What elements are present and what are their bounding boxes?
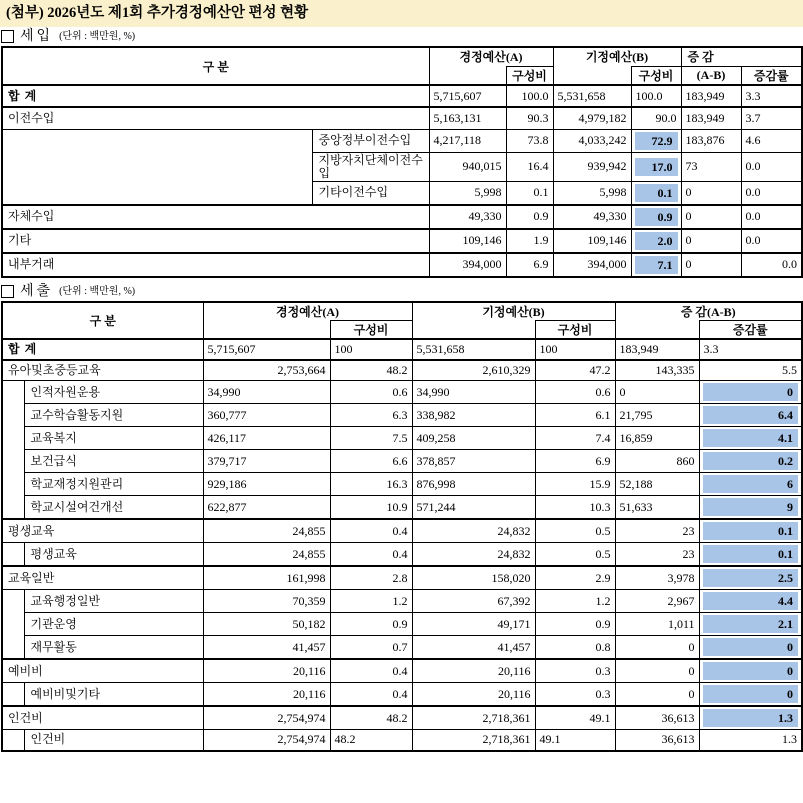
cell-change-rate	[699, 566, 802, 590]
cell-budget-b: 24,832	[412, 543, 535, 567]
row-label: 학교재정지원관리	[24, 473, 203, 496]
cell-budget-b: 876,998	[412, 473, 535, 496]
cell-budget-a: 4,217,118	[429, 129, 506, 152]
cell-ratio-a: 48.2	[330, 360, 412, 381]
highlight-bar: 0.1	[703, 522, 799, 540]
expenditure-section-label: 세출	[20, 283, 54, 299]
revenue-section-label: 세입	[20, 29, 54, 44]
cell-ratio-a: 0.7	[330, 636, 412, 660]
highlight-bar: 4.1	[703, 429, 799, 447]
cell-budget-b: 2,718,361	[412, 706, 535, 730]
cell-budget-b: 571,244	[412, 496, 535, 520]
cell-budget-b: 67,392	[412, 590, 535, 613]
highlight-bar: 2.5	[703, 569, 799, 587]
cell-change: 2,967	[615, 590, 699, 613]
highlight-bar: 72.9	[635, 132, 678, 150]
cell-change: 0	[681, 181, 741, 205]
cell-budget-a: 5,163,131	[429, 107, 506, 129]
cell-ratio-b: 49.1	[535, 706, 615, 730]
cell-change: 0	[681, 229, 741, 253]
table-row	[2, 706, 802, 730]
checkbox-square-icon	[1, 285, 14, 298]
highlight-bar: 1.3	[703, 709, 799, 727]
highlight-bar: 6	[703, 475, 799, 493]
cell-change-rate	[699, 543, 802, 567]
row-label: 기타	[2, 229, 429, 253]
cell-ratio-a: 6.9	[506, 253, 553, 277]
col-header-category: 구 분	[2, 302, 203, 339]
col-header-previous-budget: 기정예산(B)	[412, 302, 615, 321]
col-header-revised-budget: 경정예산(A)	[429, 47, 553, 66]
cell-ratio-a: 2.8	[330, 566, 412, 590]
table-row	[2, 253, 802, 277]
table-row	[2, 85, 802, 107]
cell-ratio-b: 1.2	[535, 590, 615, 613]
cell-budget-b: 2,610,329	[412, 360, 535, 381]
cell-ratio-b	[631, 152, 681, 181]
cell-ratio-b	[631, 253, 681, 277]
cell-budget-a: 24,855	[203, 543, 330, 567]
cell-budget-b: 378,857	[412, 450, 535, 473]
table-row	[2, 636, 802, 660]
cell-ratio-b: 0.3	[535, 683, 615, 707]
document-title: (첨부) 2026년도 제1회 추가경정예산안 편성 현황	[0, 0, 803, 27]
cell-ratio-a: 1.2	[330, 590, 412, 613]
cell-ratio-a: 90.3	[506, 107, 553, 129]
cell-budget-b: 20,116	[412, 659, 535, 683]
cell-ratio-b: 0.8	[535, 636, 615, 660]
cell-change: 1,011	[615, 613, 699, 636]
cell-change: 21,795	[615, 404, 699, 427]
row-label: 내부거래	[2, 253, 429, 277]
row-label: 교육행정일반	[24, 590, 203, 613]
cell-budget-b: 2,718,361	[412, 730, 535, 751]
row-label: 지방자치단체이전수입	[312, 152, 429, 181]
cell-budget-b: 338,982	[412, 404, 535, 427]
cell-change: 0	[615, 683, 699, 707]
cell-budget-b: 34,990	[412, 381, 535, 404]
empty-header-cell	[203, 320, 330, 339]
cell-ratio-b	[631, 181, 681, 205]
row-label: 중앙정부이전수입	[312, 129, 429, 152]
cell-budget-b: 109,146	[553, 229, 631, 253]
cell-budget-a: 20,116	[203, 683, 330, 707]
cell-budget-b: 409,258	[412, 427, 535, 450]
row-label: 기관운영	[24, 613, 203, 636]
cell-budget-a: 41,457	[203, 636, 330, 660]
cell-change: 73	[681, 152, 741, 181]
cell-budget-a: 2,754,974	[203, 706, 330, 730]
empty-header-cell	[615, 320, 699, 339]
row-label: 이전수입	[2, 107, 429, 129]
indent-cell	[2, 683, 24, 707]
cell-change-rate	[699, 519, 802, 543]
row-label: 인건비	[24, 730, 203, 751]
cell-budget-a: 109,146	[429, 229, 506, 253]
highlight-bar: 9	[703, 498, 799, 516]
highlight-bar: 0	[703, 383, 799, 401]
cell-ratio-a: 100	[330, 339, 412, 360]
indent-cell	[2, 730, 24, 751]
cell-ratio-a: 7.5	[330, 427, 412, 450]
cell-budget-b: 20,116	[412, 683, 535, 707]
highlight-bar: 2.1	[703, 615, 799, 633]
cell-budget-b: 5,998	[553, 181, 631, 205]
row-label: 인적자원운용	[24, 381, 203, 404]
col-header-change-rate: 증감률	[699, 320, 802, 339]
cell-budget-b: 49,330	[553, 205, 631, 229]
table-row	[2, 404, 802, 427]
cell-change-rate	[699, 683, 802, 707]
row-label: 인건비	[2, 706, 203, 730]
row-label: 보건급식	[24, 450, 203, 473]
highlight-bar: 7.1	[635, 256, 678, 274]
cell-ratio-b: 2.9	[535, 566, 615, 590]
cell-ratio-b	[631, 229, 681, 253]
row-label: 유아및초중등교육	[2, 360, 203, 381]
highlight-bar: 0	[703, 662, 799, 680]
cell-ratio-b: 49.1	[535, 730, 615, 751]
highlight-bar: 0.1	[703, 545, 799, 563]
cell-budget-a: 929,186	[203, 473, 330, 496]
col-header-ratio-b: 구성비	[535, 320, 615, 339]
table-row	[2, 205, 802, 229]
cell-ratio-a: 16.4	[506, 152, 553, 181]
cell-budget-b: 49,171	[412, 613, 535, 636]
cell-ratio-b: 15.9	[535, 473, 615, 496]
cell-ratio-b	[631, 129, 681, 152]
cell-budget-a: 426,117	[203, 427, 330, 450]
table-row	[2, 613, 802, 636]
cell-budget-a: 50,182	[203, 613, 330, 636]
revenue-unit-label: (단위 : 백만원, %)	[59, 31, 136, 42]
cell-budget-b: 394,000	[553, 253, 631, 277]
cell-ratio-a: 6.6	[330, 450, 412, 473]
table-row	[2, 683, 802, 707]
section-expenditure-header	[0, 282, 803, 301]
cell-ratio-a: 1.9	[506, 229, 553, 253]
cell-change: 0	[615, 381, 699, 404]
cell-change-rate: 0.0	[741, 253, 802, 277]
row-label: 예비비및기타	[24, 683, 203, 707]
cell-budget-a: 5,715,607	[429, 85, 506, 107]
cell-change: 143,335	[615, 360, 699, 381]
cell-ratio-b: 100	[535, 339, 615, 360]
cell-budget-b: 4,979,182	[553, 107, 631, 129]
cell-change: 860	[615, 450, 699, 473]
cell-change: 183,949	[681, 107, 741, 129]
cell-change-rate	[699, 659, 802, 683]
cell-change: 0	[615, 659, 699, 683]
cell-change-rate	[699, 404, 802, 427]
cell-budget-b: 4,033,242	[553, 129, 631, 152]
cell-ratio-a: 0.9	[330, 613, 412, 636]
expenditure-table	[1, 301, 803, 752]
cell-budget-a: 394,000	[429, 253, 506, 277]
cell-change-rate	[699, 706, 802, 730]
empty-header-cell	[553, 66, 631, 85]
cell-ratio-b: 0.6	[535, 381, 615, 404]
row-label: 자체수입	[2, 205, 429, 229]
cell-change: 16,859	[615, 427, 699, 450]
cell-ratio-b	[631, 205, 681, 229]
cell-ratio-b: 0.9	[535, 613, 615, 636]
cell-budget-a: 20,116	[203, 659, 330, 683]
cell-ratio-b: 100.0	[631, 85, 681, 107]
cell-change-rate: 3.3	[699, 339, 802, 360]
col-header-ratio-a: 구성비	[330, 320, 412, 339]
cell-budget-a: 2,753,664	[203, 360, 330, 381]
cell-ratio-b: 0.3	[535, 659, 615, 683]
highlight-bar: 0	[703, 685, 799, 703]
cell-change-rate: 0.0	[741, 229, 802, 253]
table-row	[2, 730, 802, 751]
table-row	[2, 229, 802, 253]
table-row	[2, 659, 802, 683]
cell-change: 52,188	[615, 473, 699, 496]
cell-budget-a: 5,715,607	[203, 339, 330, 360]
cell-ratio-b: 6.9	[535, 450, 615, 473]
cell-budget-b: 41,457	[412, 636, 535, 660]
highlight-bar: 2.0	[635, 232, 678, 250]
checkbox-square-icon	[1, 30, 14, 43]
indent-cell	[2, 129, 312, 205]
indent-cell	[2, 590, 24, 660]
cell-change: 0	[615, 636, 699, 660]
cell-ratio-a: 0.1	[506, 181, 553, 205]
cell-change-rate: 0.0	[741, 181, 802, 205]
cell-ratio-a: 48.2	[330, 706, 412, 730]
cell-change-rate: 0.0	[741, 205, 802, 229]
row-label: 교육일반	[2, 566, 203, 590]
cell-budget-b: 5,531,658	[412, 339, 535, 360]
col-header-change-rate: 증감률	[741, 66, 802, 85]
cell-change-rate	[699, 496, 802, 520]
cell-ratio-a: 100.0	[506, 85, 553, 107]
cell-budget-a: 34,990	[203, 381, 330, 404]
cell-ratio-a: 0.9	[506, 205, 553, 229]
cell-budget-a: 360,777	[203, 404, 330, 427]
cell-ratio-a: 0.4	[330, 683, 412, 707]
cell-change-rate	[699, 613, 802, 636]
cell-change: 23	[615, 519, 699, 543]
cell-change: 0	[681, 205, 741, 229]
row-label: 합 계	[2, 85, 429, 107]
table-row	[2, 360, 802, 381]
table-row	[2, 129, 802, 152]
table-row	[2, 519, 802, 543]
cell-ratio-a: 6.3	[330, 404, 412, 427]
expenditure-unit-label: (단위 : 백만원, %)	[59, 285, 136, 297]
row-label: 예비비	[2, 659, 203, 683]
col-header-change: 증 감	[681, 47, 802, 66]
cell-change-rate	[699, 590, 802, 613]
row-label: 합 계	[2, 339, 203, 360]
row-label: 교육복지	[24, 427, 203, 450]
row-label: 학교시설여건개선	[24, 496, 203, 520]
cell-ratio-b: 6.1	[535, 404, 615, 427]
indent-cell	[2, 543, 24, 567]
cell-change: 3,978	[615, 566, 699, 590]
empty-header-cell	[429, 66, 506, 85]
table-row	[2, 381, 802, 404]
cell-budget-a: 24,855	[203, 519, 330, 543]
cell-change-rate: 0.0	[741, 152, 802, 181]
cell-budget-b: 24,832	[412, 519, 535, 543]
cell-ratio-a: 0.4	[330, 543, 412, 567]
col-header-category: 구 분	[2, 47, 429, 85]
cell-change-rate: 5.5	[699, 360, 802, 381]
row-label: 재무활동	[24, 636, 203, 660]
cell-ratio-a: 73.8	[506, 129, 553, 152]
table-row	[2, 107, 802, 129]
highlight-bar: 4.4	[703, 592, 799, 610]
empty-header-cell	[412, 320, 535, 339]
row-label: 평생교육	[24, 543, 203, 567]
cell-change-rate	[699, 636, 802, 660]
section-revenue-header	[0, 27, 803, 46]
table-row	[2, 473, 802, 496]
cell-ratio-b: 90.0	[631, 107, 681, 129]
table-row	[2, 427, 802, 450]
cell-change: 0	[681, 253, 741, 277]
cell-budget-a: 940,015	[429, 152, 506, 181]
cell-change: 23	[615, 543, 699, 567]
cell-change-rate	[699, 450, 802, 473]
cell-change: 51,633	[615, 496, 699, 520]
table-row	[2, 566, 802, 590]
cell-ratio-a: 48.2	[330, 730, 412, 751]
cell-budget-b: 5,531,658	[553, 85, 631, 107]
cell-ratio-a: 10.9	[330, 496, 412, 520]
row-label: 기타이전수입	[312, 181, 429, 205]
cell-change-rate: 1.3	[699, 730, 802, 751]
table-row	[2, 543, 802, 567]
cell-budget-a: 161,998	[203, 566, 330, 590]
cell-budget-a: 5,998	[429, 181, 506, 205]
table-row	[2, 590, 802, 613]
row-label: 교수학습활동지원	[24, 404, 203, 427]
cell-change-rate: 3.7	[741, 107, 802, 129]
cell-ratio-b: 47.2	[535, 360, 615, 381]
cell-budget-a: 49,330	[429, 205, 506, 229]
highlight-bar: 0.1	[635, 184, 678, 202]
cell-change-rate: 4.6	[741, 129, 802, 152]
revenue-table	[1, 46, 803, 278]
highlight-bar: 6.4	[703, 406, 799, 424]
highlight-bar: 0.9	[635, 208, 678, 226]
cell-ratio-b: 0.5	[535, 519, 615, 543]
cell-change: 183,949	[615, 339, 699, 360]
cell-budget-a: 70,359	[203, 590, 330, 613]
cell-ratio-a: 0.4	[330, 659, 412, 683]
cell-budget-b: 158,020	[412, 566, 535, 590]
cell-budget-a: 2,754,974	[203, 730, 330, 751]
cell-ratio-a: 16.3	[330, 473, 412, 496]
col-header-change-ab: (A-B)	[681, 66, 741, 85]
table-row	[2, 496, 802, 520]
col-header-revised-budget: 경정예산(A)	[203, 302, 412, 321]
highlight-bar: 0.2	[703, 452, 799, 470]
cell-change-rate	[699, 427, 802, 450]
col-header-previous-budget: 기정예산(B)	[553, 47, 681, 66]
cell-change: 36,613	[615, 730, 699, 751]
cell-ratio-a: 0.4	[330, 519, 412, 543]
cell-ratio-b: 7.4	[535, 427, 615, 450]
cell-change-rate: 3.3	[741, 85, 802, 107]
table-row	[2, 450, 802, 473]
indent-cell	[2, 381, 24, 520]
highlight-bar: 17.0	[635, 158, 678, 176]
cell-budget-a: 622,877	[203, 496, 330, 520]
cell-change-rate	[699, 381, 802, 404]
cell-change: 183,949	[681, 85, 741, 107]
col-header-ratio-a: 구성비	[506, 66, 553, 85]
cell-budget-a: 379,717	[203, 450, 330, 473]
cell-change: 183,876	[681, 129, 741, 152]
cell-change: 36,613	[615, 706, 699, 730]
cell-ratio-a: 0.6	[330, 381, 412, 404]
cell-ratio-b: 0.5	[535, 543, 615, 567]
cell-ratio-b: 10.3	[535, 496, 615, 520]
col-header-ratio-b: 구성비	[631, 66, 681, 85]
col-header-change: 증 감(A-B)	[615, 302, 802, 321]
highlight-bar: 0	[703, 638, 799, 656]
cell-budget-b: 939,942	[553, 152, 631, 181]
row-label: 평생교육	[2, 519, 203, 543]
table-row	[2, 339, 802, 360]
cell-change-rate	[699, 473, 802, 496]
